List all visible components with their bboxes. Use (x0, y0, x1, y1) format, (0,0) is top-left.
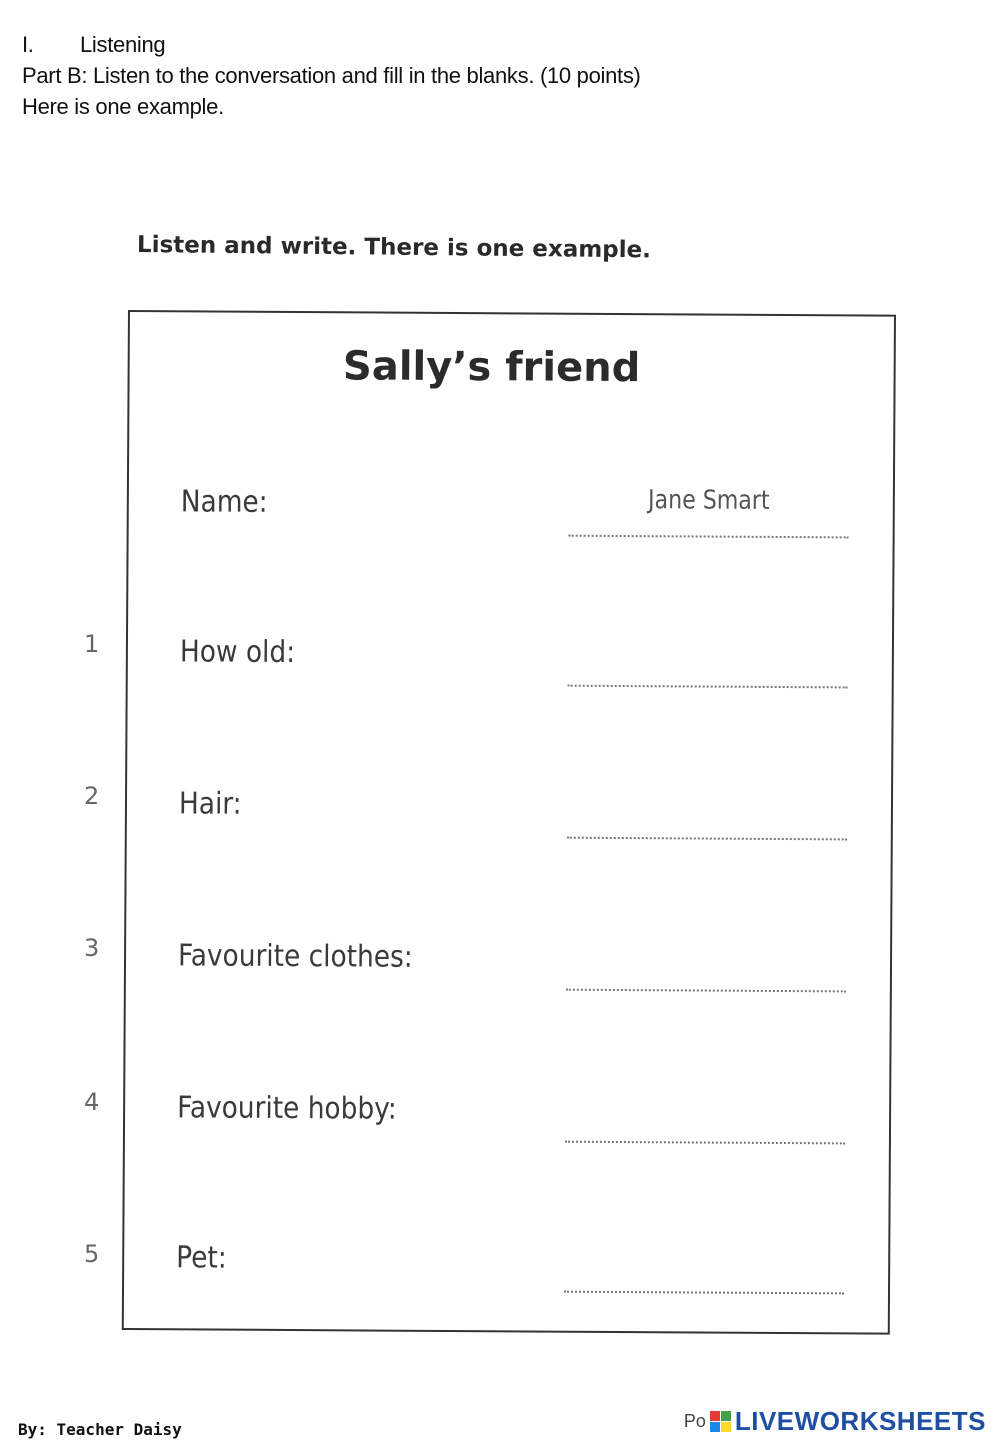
worksheet-box (122, 310, 896, 1335)
liveworksheets-logo[interactable] (710, 1406, 986, 1437)
logo-block (710, 1422, 720, 1432)
question-label: Favourite hobby: (177, 1090, 397, 1127)
worksheet-title: Sally’s friend (342, 343, 641, 392)
answer-blank-3[interactable] (566, 969, 846, 993)
question-number: 5 (84, 1240, 100, 1268)
question-row (128, 634, 892, 699)
part-instruction: Part B: Listen to the conversation and fill in the blanks. (10 points) (22, 63, 641, 88)
liveworksheets-icon (710, 1411, 731, 1432)
logo-block (710, 1411, 720, 1421)
answer-blank-1[interactable] (568, 665, 848, 689)
question-number: 3 (84, 934, 100, 962)
question-row (126, 938, 890, 1003)
question-label: Hair: (178, 786, 242, 822)
question-row (125, 1090, 889, 1155)
example-answer: Jane Smart (647, 485, 770, 516)
logo-block (721, 1422, 731, 1432)
answer-blank-4[interactable] (565, 1121, 845, 1145)
worksheet-scan (0, 150, 1000, 1390)
worksheet-instruction: Listen and write. There is one example. (136, 232, 652, 264)
question-number: 4 (84, 1088, 100, 1116)
question-label: Pet: (176, 1240, 227, 1276)
example-row (129, 484, 893, 549)
example-label: Name: (180, 484, 268, 520)
question-label: How old: (179, 634, 296, 671)
footer-note: Po (683, 1410, 706, 1431)
answer-blank-5[interactable] (564, 1271, 844, 1295)
question-label: Favourite clothes: (177, 938, 413, 975)
answer-blank-2[interactable] (567, 817, 847, 841)
section-number: I. (22, 32, 34, 57)
example-blank (569, 515, 849, 539)
question-row (127, 786, 891, 851)
question-row (124, 1240, 888, 1305)
section-title: Listening (80, 32, 166, 57)
section-heading (22, 31, 165, 59)
question-number: 1 (84, 630, 100, 658)
footer-branding (684, 1405, 986, 1437)
logo-block (721, 1411, 731, 1421)
liveworksheets-brand: LIVEWORKSHEETS (734, 1405, 986, 1436)
example-note: Here is one example. (22, 94, 224, 119)
author-credit: By: Teacher Daisy (18, 1420, 182, 1439)
question-number: 2 (84, 782, 100, 810)
